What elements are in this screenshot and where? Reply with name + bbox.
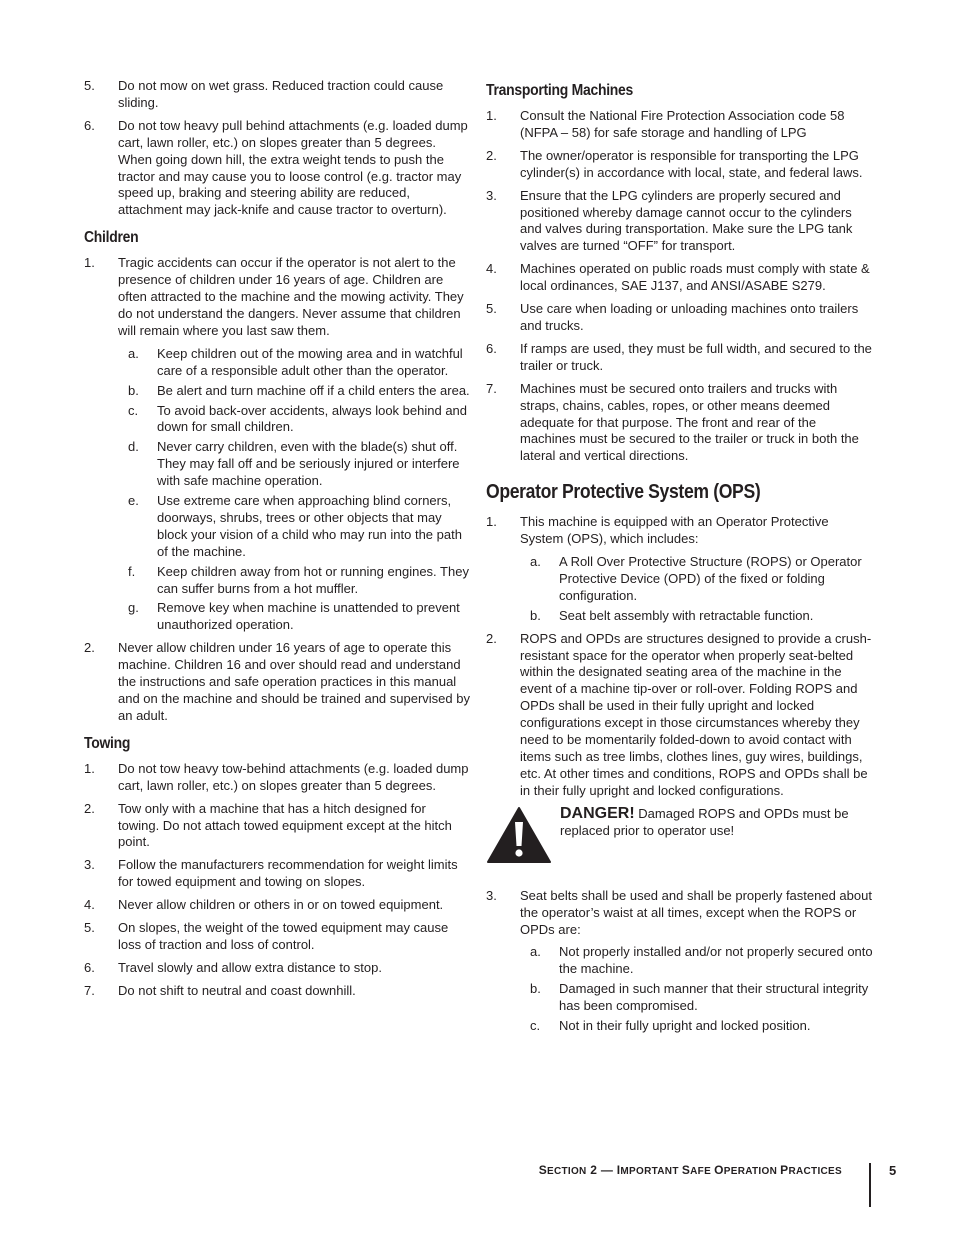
sub-list-item: [122, 403, 470, 437]
item-number: 7.: [486, 380, 497, 396]
item-text: To avoid back-over accidents, always look behind and down for small children.: [157, 402, 468, 435]
list-item: [84, 983, 470, 1000]
item-letter: a.: [530, 554, 541, 570]
item-text: Use care when loading or unloading machines onto trailers and trucks.: [520, 301, 859, 333]
item-letter: a.: [128, 345, 139, 361]
item-number: 7.: [84, 982, 95, 998]
list-item: [486, 188, 874, 256]
footer-cap: S: [681, 1163, 691, 1177]
footer-cap: O: [714, 1163, 724, 1177]
item-text: Remove key when machine is unattended to prevent unauthorized operation.: [157, 600, 460, 633]
list-item: [84, 255, 470, 634]
footer-smallcaps: RACTICES: [788, 1166, 842, 1177]
item-letter: g.: [128, 600, 139, 616]
item-number: 5.: [84, 920, 95, 936]
ops-heading: Operator Protective System (OPS): [486, 481, 761, 504]
item-number: 6.: [84, 117, 95, 133]
list-item: [486, 301, 874, 335]
item-text: Do not tow heavy tow-behind attachments (e.g. loaded dump cart, lawn roller, etc.) on slopes greater than 5 degrees.: [118, 760, 469, 793]
footer-smallcaps: AFE: [690, 1166, 715, 1177]
item-letter: b.: [530, 607, 541, 623]
sub-list-item: [122, 346, 470, 380]
towing-heading: Towing: [84, 734, 131, 752]
item-text: Ensure that the LPG cylinders are properly secured and positioned whereby damage cannot occur to the cylinders and valves during transportation. Make sure the LPG tank valves are turned “OFF” for transport.: [520, 187, 853, 254]
footer-cap: S: [538, 1163, 547, 1177]
item-number: 6.: [84, 959, 95, 975]
danger-callout: [486, 806, 874, 876]
item-number: 2.: [486, 147, 497, 163]
list-item: [486, 341, 874, 375]
item-text: Follow the manufacturers recommendation for weight limits for towed equipment and towing on slopes.: [118, 857, 458, 890]
footer-cap: I: [616, 1163, 621, 1177]
footer-smallcaps: MPORTANT: [620, 1166, 682, 1177]
item-letter: b.: [128, 382, 139, 398]
item-text: Never allow children or others in or on towed equipment.: [118, 897, 444, 913]
ops-sublist: [524, 554, 874, 625]
list-item: [84, 920, 470, 954]
item-text: Not properly installed and/or not properly secured onto the machine.: [559, 944, 873, 977]
list-item: [84, 801, 470, 852]
item-text: If ramps are used, they must be full width, and secured to the trailer or truck.: [520, 340, 872, 373]
list-item: [486, 888, 874, 1035]
item-number: 3.: [84, 857, 95, 873]
item-text: This machine is equipped with an Operator Protective System (OPS), which includes:: [520, 514, 829, 547]
item-text: Be alert and turn machine off if a child enters the area.: [157, 382, 470, 398]
sub-list-item: [524, 608, 874, 625]
item-letter: c.: [530, 1018, 541, 1034]
item-text: ROPS and OPDs are structures designed to provide a crush-resistant space for the operator when properly seat-belted within the designated seating area of the machine in the event of a machine tip-over or roll-over. Folding ROPS and OPDs shall be used in their fully upright and locked configurations except in those circumstances whereby they need to be momentarily folded-down to avoid contact with items such as tree limbs, clothes lines, guy wires, buildings, etc. At other times and conditions, ROPS and OPDs shall be in their fully upright and locked configurations.: [520, 630, 872, 798]
footer-divider: [869, 1163, 871, 1207]
item-text: A Roll Over Protective Structure (ROPS) or Operator Protective Device (OPD) of the fixed or folding configuration.: [559, 554, 862, 603]
item-number: 2.: [84, 640, 95, 656]
item-text: Machines operated on public roads must comply with state & local ordinances, SAE J137, and ANSI/ASABE S279.: [520, 261, 870, 294]
item-text: Do not mow on wet grass. Reduced traction could cause sliding.: [118, 78, 444, 110]
list-item: [486, 261, 874, 295]
item-text: Do not shift to neutral and coast downhill.: [118, 982, 356, 998]
list-item: [486, 108, 874, 142]
danger-word: DANGER!: [560, 804, 635, 822]
item-text: Use extreme care when approaching blind corners, doorways, shrubs, trees or other objects that may block your vision of a child who may run into the path of the machine.: [157, 493, 462, 559]
item-number: 6.: [486, 340, 497, 356]
children-sublist: [122, 346, 470, 635]
list-item: [486, 631, 874, 800]
list-item: [486, 514, 874, 624]
sub-list-item: [524, 1018, 874, 1035]
item-text: Consult the National Fire Protection Association code 58 (NFPA – 58) for safe storage and handling of LPG: [520, 108, 845, 140]
item-number: 4.: [486, 261, 497, 277]
item-text: Do not tow heavy pull behind attachments (e.g. loaded dump cart, lawn roller, etc.) on slopes greater than 5 degrees. When going down hill, the extra weight tends to push the tractor and may cause you to loose control (e.g. tractor may speed up, braking and steering ability are reduced, attachment may jack-knife and cause tractor to overturn).: [118, 117, 468, 218]
sub-list-item: [122, 564, 470, 598]
item-letter: e.: [128, 493, 139, 509]
item-text: Damaged in such manner that their structural integrity has been compromised.: [559, 981, 869, 1014]
item-text: The owner/operator is responsible for transporting the LPG cylinder(s) in accordance with local, state, and federal laws.: [520, 147, 863, 180]
item-text: Keep children out of the mowing area and in watchful care of a responsible adult other than the operator.: [157, 345, 463, 378]
list-item: [84, 78, 470, 112]
sub-list-item: [122, 493, 470, 561]
sub-list-item: [524, 554, 874, 605]
item-number: 5.: [84, 78, 95, 93]
footer-smallcaps: PERATION: [723, 1166, 781, 1177]
item-letter: d.: [128, 439, 139, 455]
transporting-heading: Transporting Machines: [486, 82, 634, 99]
item-text: On slopes, the weight of the towed equipment may cause loss of traction and loss of control.: [118, 920, 449, 952]
item-text: Machines must be secured onto trailers and trucks with straps, chains, cables, ropes, or other means deemed adequate for that purpose. The front and rear of the machines must be secured to the trailer or truck in both the lateral and vertical directions.: [520, 380, 859, 464]
item-number: 2.: [84, 800, 95, 816]
page-number: 5: [889, 1163, 897, 1178]
footer-cap: P: [780, 1163, 789, 1177]
list-item: [84, 897, 470, 914]
list-item: [486, 381, 874, 466]
item-number: 1.: [84, 255, 95, 271]
item-letter: a.: [530, 944, 541, 960]
item-number: 3.: [486, 887, 497, 903]
list-item: [84, 761, 470, 795]
item-text: Tow only with a machine that has a hitch designed for towing. Do not attach towed equipment except at the hitch point.: [118, 800, 452, 850]
sub-list-item: [122, 439, 470, 490]
item-number: 1.: [486, 514, 497, 530]
footer-section-number: 2 —: [586, 1163, 617, 1177]
item-text: Never allow children under 16 years of age to operate this machine. Children 16 and over should read and understand the instructions and safe operation practices in this manual and on the machine and should be trained and supervised by an adult.: [118, 640, 470, 723]
danger-text: [560, 806, 860, 840]
item-number: 1.: [84, 760, 95, 776]
item-text: Keep children away from hot or running engines. They can suffer burns from a hot muffler.: [157, 563, 469, 596]
item-letter: f.: [128, 563, 136, 579]
ops-sublist-3: [524, 944, 874, 1035]
footer-smallcaps: ECTION: [547, 1166, 587, 1177]
item-number: 5.: [486, 301, 497, 317]
list-item: [486, 148, 874, 182]
item-text: Seat belt assembly with retractable function.: [559, 607, 814, 623]
item-number: 1.: [486, 108, 497, 123]
item-text: Not in their fully upright and locked position.: [559, 1018, 811, 1034]
item-letter: c.: [128, 402, 139, 418]
sub-list-item: [524, 944, 874, 978]
item-letter: b.: [530, 981, 541, 997]
sub-list-item: [524, 981, 874, 1015]
list-item: [84, 640, 470, 725]
sub-list-item: [122, 383, 470, 400]
footer-section-title: [539, 1163, 842, 1177]
list-item: [84, 857, 470, 891]
danger-message: Damaged ROPS and OPDs must be replaced prior to operator use!: [560, 805, 849, 838]
sub-list-item: [122, 600, 470, 634]
children-heading: Children: [84, 229, 139, 247]
list-item: [84, 118, 470, 219]
item-text: Seat belts shall be used and shall be properly fastened about the operator’s waist at all times, except when the ROPS or OPDs are:: [520, 887, 872, 937]
right-column: [486, 78, 874, 1041]
item-number: 3.: [486, 187, 497, 203]
item-text: Never carry children, even with the blade(s) shut off. They may fall off and be seriously injured or interfere with safe machine operation.: [157, 439, 460, 489]
item-number: 4.: [84, 897, 95, 913]
item-text: Travel slowly and allow extra distance to stop.: [118, 959, 382, 975]
left-column: [84, 78, 470, 1006]
item-number: 2.: [486, 630, 497, 646]
warning-triangle-icon: [486, 806, 552, 864]
list-item: [84, 960, 470, 977]
item-text: Tragic accidents can occur if the operator is not alert to the presence of children under 16 years of age. Children are often attracted to the machine and the mowing activity. They do not understand the dangers. Never assume that children will remain where you last saw them.: [118, 255, 464, 338]
